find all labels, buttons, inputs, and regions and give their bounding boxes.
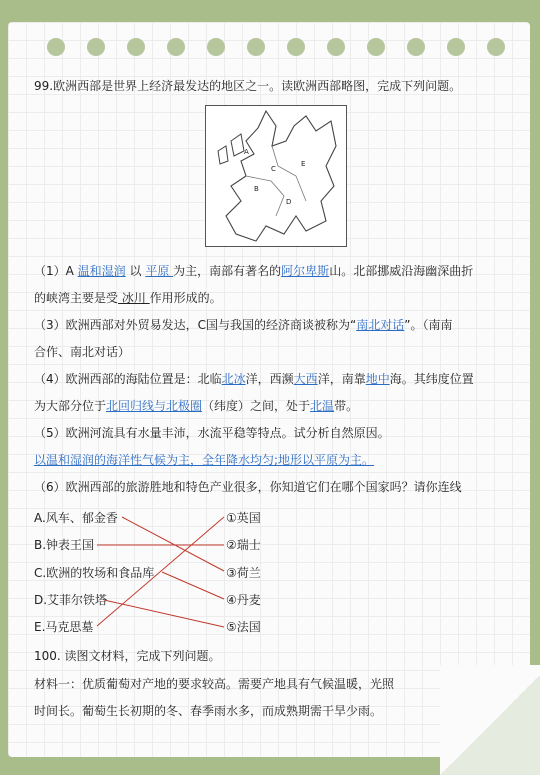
q99-part5-answer: 以温和湿润的海洋性气候为主，全年降水均匀;地形以平原为主。 bbox=[34, 453, 375, 467]
q99-part3-line1: （3）欧洲西部对外贸易发达，C国与我国的经济商谈被称为“南北对话”。（南南 bbox=[34, 318, 453, 332]
answer-blank: 温和湿润 bbox=[77, 264, 126, 278]
map-label-c: C bbox=[271, 165, 276, 173]
q99-title: 99.欧洲西部是世界上经济最发达的地区之一。读欧洲西部略图，完成下列问题。 bbox=[34, 79, 462, 93]
answer-blank: 北回归线与北极圈 bbox=[106, 399, 203, 413]
q100-title: 100. 读图文材料，完成下列问题。 bbox=[34, 649, 221, 663]
match-left-d: D.艾菲尔铁塔 bbox=[34, 593, 108, 607]
q100-material-line2: 时间长。葡萄生长初期的冬、春季雨水多，而成熟期需干旱少雨。 bbox=[34, 704, 383, 718]
q99-part6-question: （6）欧洲西部的旅游胜地和特色产业很多，你知道它们在哪个国家吗？请你连线 bbox=[34, 480, 462, 494]
match-right-2: ②瑞士 bbox=[226, 538, 261, 552]
answer-blank: 地中 bbox=[365, 372, 390, 386]
answer-blank: 冰川 bbox=[118, 291, 150, 305]
answer-blank: 北温 bbox=[310, 399, 335, 413]
q99-part4-line1: （4）欧洲西部的海陆位置是：北临北冰洋，西濒大西洋，南靠地中海。其纬度位置 bbox=[34, 372, 474, 386]
q100-material-line1: 材料一：优质葡萄对产地的要求较高。需要产地具有气候温暖，光照 bbox=[34, 677, 395, 691]
match-left-c: C.欧洲的牧场和食品库 bbox=[34, 566, 155, 580]
answer-blank: 北冰 bbox=[221, 372, 246, 386]
match-left-b: B.钟表王国 bbox=[34, 538, 95, 552]
match-left-e: E.马克思墓 bbox=[34, 620, 94, 634]
match-right-3: ③荷兰 bbox=[226, 566, 261, 580]
map-label-e: E bbox=[301, 160, 306, 168]
map-label-a: A bbox=[244, 148, 249, 156]
map-label-b: B bbox=[254, 185, 259, 193]
match-right-5: ⑤法国 bbox=[226, 620, 261, 634]
map-label-d: D bbox=[286, 198, 292, 206]
match-left-a: A.风车、郁金香 bbox=[34, 511, 118, 525]
match-right-4: ④丹麦 bbox=[226, 593, 261, 607]
match-right-1: ①英国 bbox=[226, 511, 261, 525]
answer-blank: 大西 bbox=[293, 372, 318, 386]
answer-blank: 平原 bbox=[145, 264, 174, 278]
q99-part1-line2: 的峡湾主要是受 冰川 作用形成的。 bbox=[34, 291, 222, 305]
q99-part5-question: （5）欧洲河流具有水量丰沛，水流平稳等特点。试分析自然原因。 bbox=[34, 426, 390, 440]
answer-blank: 阿尔卑斯 bbox=[281, 264, 330, 278]
q99-part4-line2: 为大部分位于北回归线与北极圈（纬度）之间，处于北温带。 bbox=[34, 399, 359, 413]
q99-part1-line1: （1）A 温和湿润 以 平原 为主，南部有著名的阿尔卑斯山。北部挪威沿海幽深曲折 bbox=[34, 264, 474, 278]
answer-blank: 南北对话 bbox=[356, 318, 405, 332]
q99-part3-line2: 合作、南北对话） bbox=[34, 345, 131, 359]
